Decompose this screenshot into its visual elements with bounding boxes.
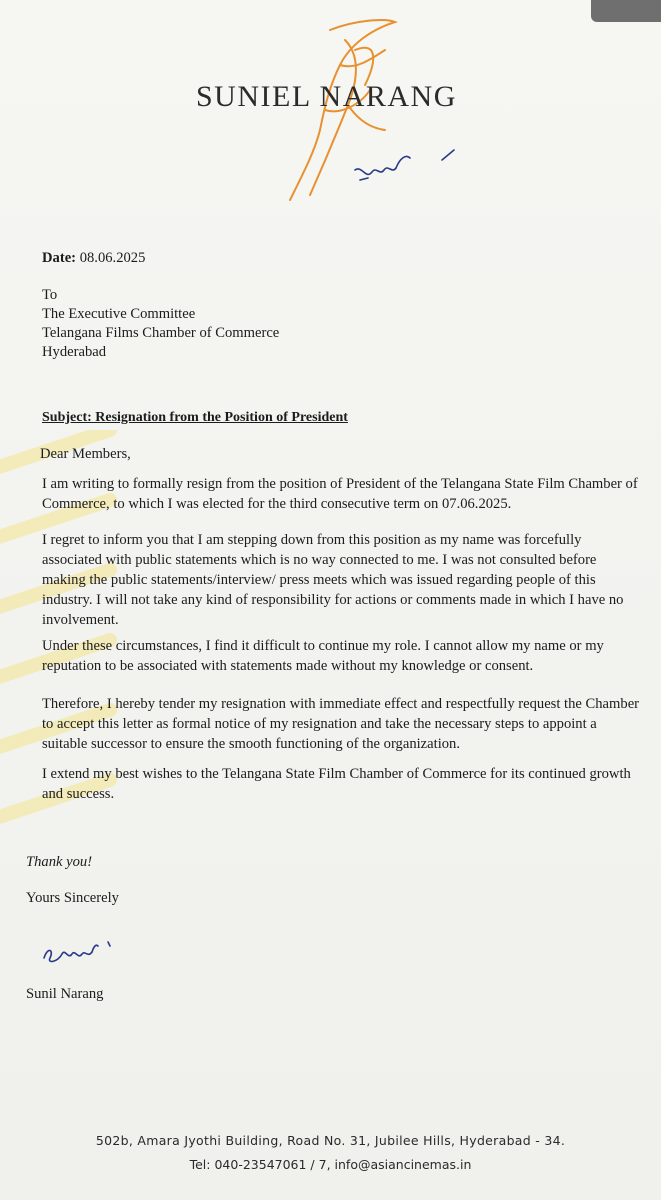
recipient-line: Telangana Films Chamber of Commerce [42,325,280,341]
letterhead-name: SUNIEL NARANG [196,80,457,113]
body-paragraph: Under these circumstances, I find it difficult to continue my role. I cannot allow my name or my reputation to be associated with statements made without my knowledge or consent. [42,638,604,674]
handwritten-signature [38,932,138,972]
page-corner-shadow [591,0,661,22]
body-paragraph: Therefore, I hereby tender my resignation with immediate effect and respectfully request the Chamber to accept this letter as formal notice of my resignation and take the necessary steps to appoint a suitable successor to ensure the smooth functioning of the organization. [42,696,640,752]
date-value: 08.06.2025 [79,250,146,266]
footer-contact: Tel: 040-23547061 / 7, info@asiancinemas.in [189,1157,472,1172]
recipient-line: Hyderabad [42,344,107,360]
to-label: To [42,287,58,303]
closing-thanks: Thank you! [26,854,93,870]
body-paragraph: I am writing to formally resign from the position of President of the Telangana State Film Chamber of Commerce, to which I was elected for the third consecutive term on 07.06.2025. [42,476,638,512]
date-label: Date: [42,250,77,266]
letter-date [42,248,145,268]
body-paragraph: I regret to inform you that I am stepping down from this position as my name was forcefully associated with public statements which is no way connected to me. I was not consulted before making the public statements/interview/ press meets which was issued regarding people of this industry. I will not take any kind of responsibility for actions or comments made in which I have no involvement. [42,532,624,628]
closing: Yours Sincerely [26,890,119,906]
recipient-block [42,286,279,362]
signatory-name: Sunil Narang [26,986,104,1002]
initials-signature [350,140,470,190]
salutation: Dear Members, [40,446,131,462]
recipient-line: The Executive Committee [42,306,196,322]
body-paragraph: I extend my best wishes to the Telangana State Film Chamber of Commerce for its continued growth and success. [42,766,631,802]
letter-subject: Subject: Resignation from the Position of President [42,410,348,425]
footer-address: 502b, Amara Jyothi Building, Road No. 31, Jubilee Hills, Hyderabad - 34. [95,1133,566,1148]
